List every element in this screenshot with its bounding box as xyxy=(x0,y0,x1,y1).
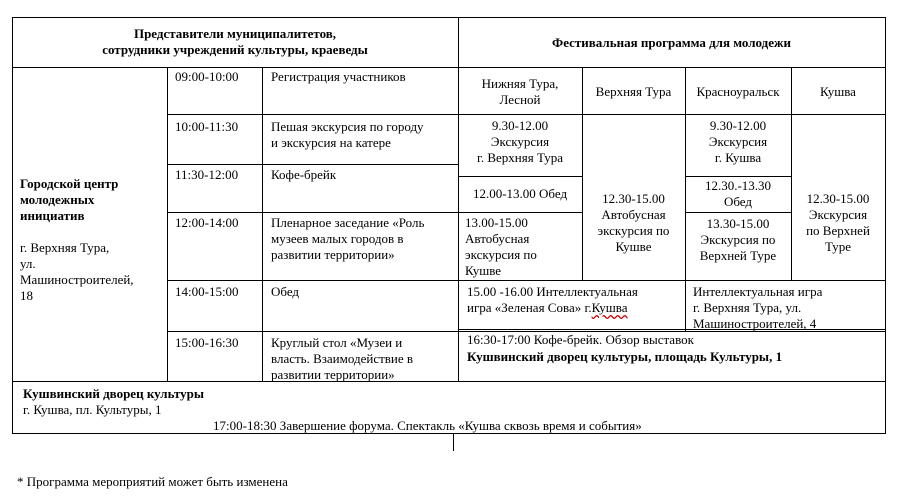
closing-event: 17:00-18:30 Завершение форума. Спектакль «Кушва сквозь время и события» xyxy=(213,418,642,433)
header-right: Фестивальная программа для молодежи xyxy=(552,35,791,50)
table-border-right xyxy=(885,17,886,433)
venue-cell xyxy=(20,160,167,320)
event-cell: Пленарное заседание «Роль музеев малых городов в развитии территории» xyxy=(271,215,425,262)
game1-city: Кушва xyxy=(591,300,628,315)
col-divider xyxy=(167,67,168,381)
footnote: * Программа мероприятий может быть изменена xyxy=(17,474,288,489)
time-slot: 12:00-14:00 xyxy=(175,215,239,230)
game-zelenaya-sova-cell xyxy=(462,282,688,318)
kr-lunch-cell: 12.30.-13.30 Обед xyxy=(704,178,772,209)
row-divider xyxy=(167,114,458,115)
row-divider xyxy=(167,331,458,332)
final-venue-name: Кушвинский дворец культуры xyxy=(23,386,205,401)
header-left: Представители муниципалитетов, сотрудники учреждений культуры, краеведы xyxy=(102,26,368,57)
time-slot: 15:00-16:30 xyxy=(175,335,239,350)
kushva-excursion-cell: 12.30-15.00 Экскурсия по Верхней Туре xyxy=(806,191,870,254)
column-header-nizhnyaya-tura: Нижняя Тура, Лесной xyxy=(481,76,559,107)
game-verkhnyaya-tura-cell: Интеллектуальная игра г. Верхняя Тура, ул. Машиностроителей, 4 xyxy=(693,284,823,331)
event-cell: Регистрация участников xyxy=(271,69,406,84)
venue-address: г. Верхняя Тура, ул. Машиностроителей, 18 xyxy=(20,240,134,303)
youth-row-divider xyxy=(458,114,886,115)
column-header-kushva: Кушва xyxy=(820,84,856,99)
time-slot: 10:00-11:30 xyxy=(175,119,239,134)
text-cursor xyxy=(453,433,454,451)
vt-bus-cell: 12.30-15.00 Автобусная экскурсия по Кушве xyxy=(597,191,670,254)
youth-row-divider xyxy=(685,212,791,213)
nt-lunch-cell: 12.00-13.00 Обед xyxy=(472,186,568,201)
kushva-palace-note: Кушвинский дворец культуры, площадь Культуры, 1 xyxy=(467,349,783,364)
time-slot: 09:00-10:00 xyxy=(175,69,239,84)
row-divider xyxy=(167,280,458,281)
coffee-break-cell: 16:30-17:00 Кофе-брейк. Обзор выставок xyxy=(467,332,694,347)
kr-excursion2-cell: 13.30-15.00 Экскурсия по Верхней Туре xyxy=(699,216,777,263)
venue-name: Городской центр молодежных инициатив xyxy=(20,176,119,223)
time-slot: 11:30-12:00 xyxy=(175,167,239,182)
col-divider xyxy=(262,67,263,381)
nt-excursion-cell: 9.30-12.00 Экскурсия г. Верхняя Тура xyxy=(476,118,564,165)
event-cell: Круглый стол «Музеи и власть. Взаимодействие в развитии территории» xyxy=(271,335,414,382)
event-cell: Обед xyxy=(271,284,300,299)
kr-excursion-cell: 9.30-12.00 Экскурсия г. Кушва xyxy=(708,118,768,165)
game1-text: 15.00 -16.00 Интеллектуальная игра «Зеленая Сова» г. xyxy=(467,284,638,315)
nt-bus-cell: 13.00-15.00 Автобусная экскурсия по Кушве xyxy=(465,215,537,278)
event-cell: Пешая экскурсия по городу и экскурсия на катере xyxy=(271,119,424,150)
youth-row-divider xyxy=(458,176,582,177)
final-venue-address: г. Кушва, пл. Культуры, 1 xyxy=(23,402,162,417)
column-header-krasnouralsk: Красноуральск xyxy=(696,84,780,99)
time-slot: 14:00-15:00 xyxy=(175,284,239,299)
column-header-verkhnyaya-tura: Верхняя Тура xyxy=(595,84,672,99)
table-border-left xyxy=(12,17,13,433)
table-border-top xyxy=(12,17,886,18)
event-cell: Кофе-брейк xyxy=(271,167,337,182)
